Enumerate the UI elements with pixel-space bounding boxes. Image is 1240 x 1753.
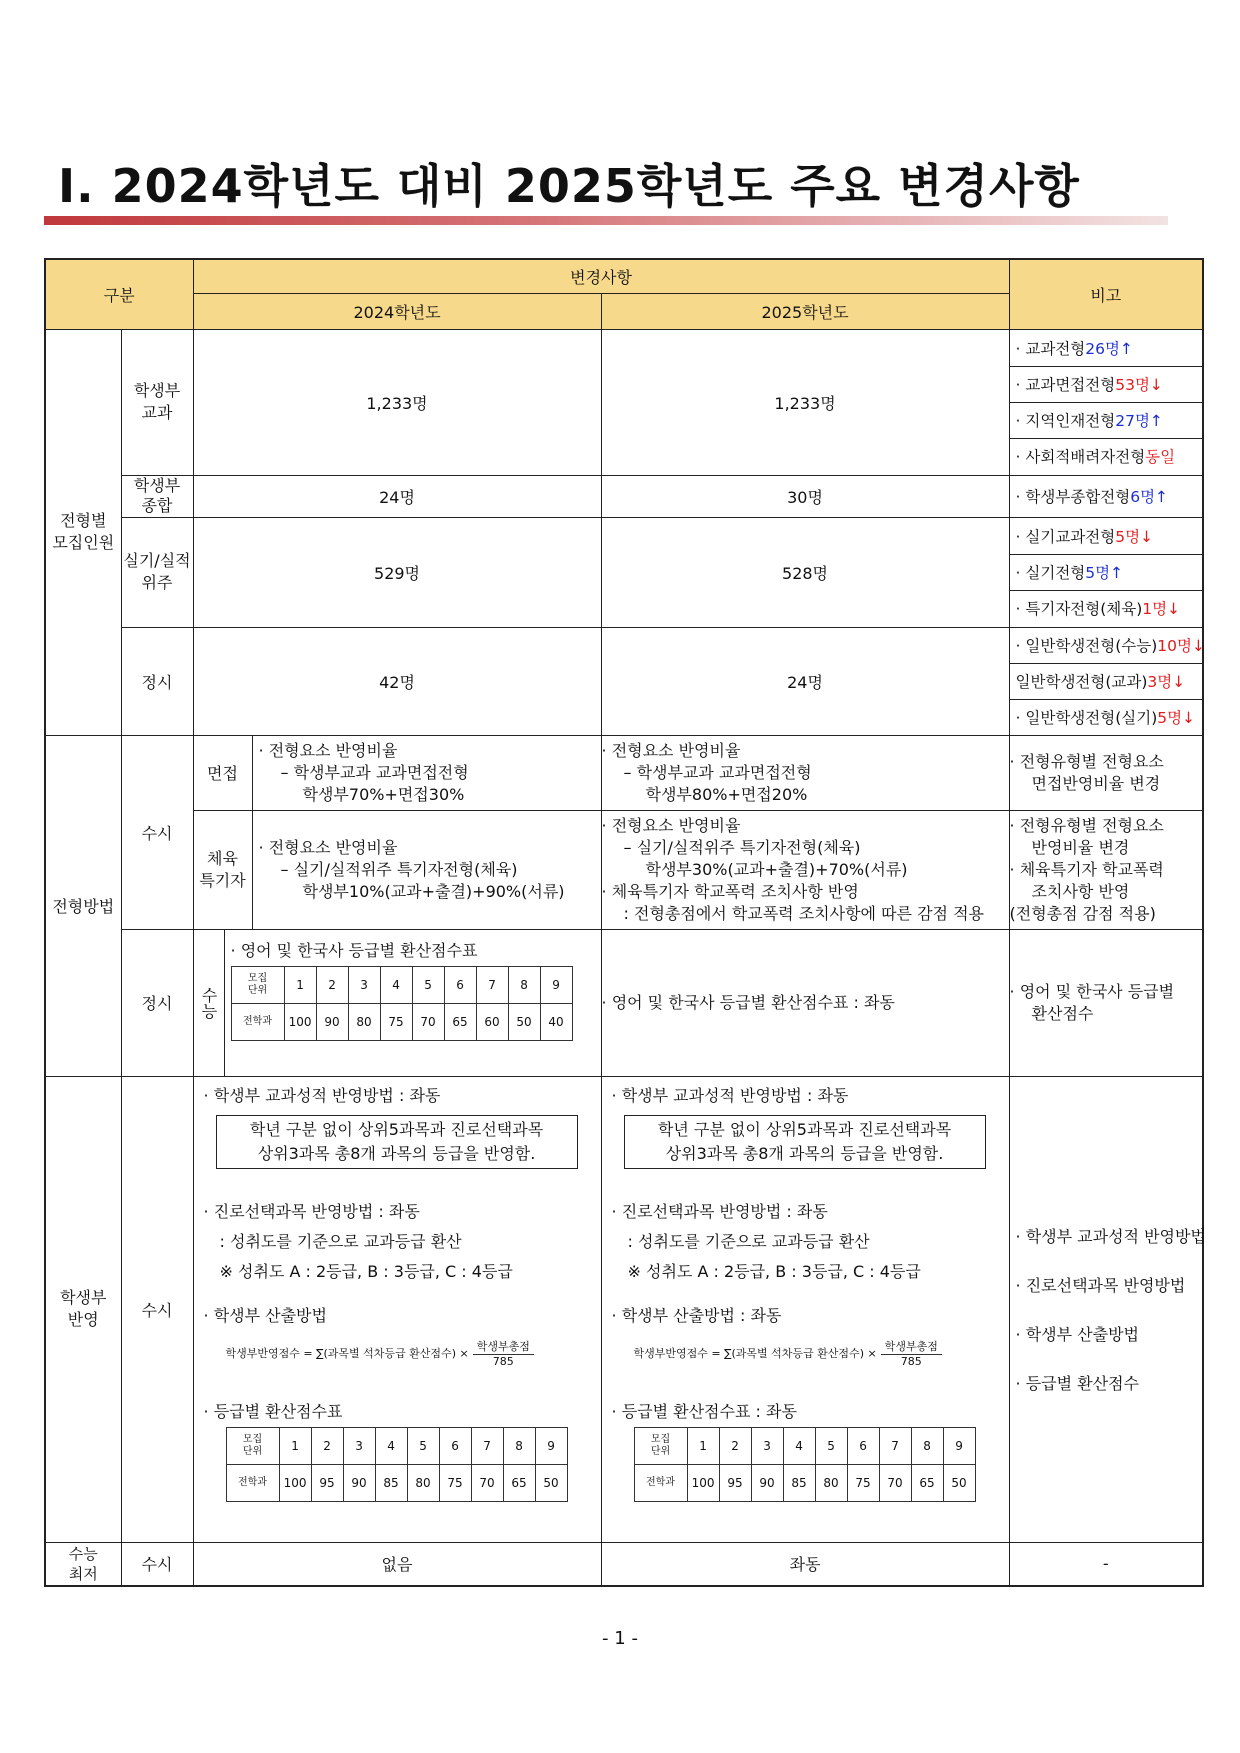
grade-label: 모집 단위: [634, 1427, 687, 1464]
record-2025: [601, 1076, 1009, 1542]
remark-change: 3명↓: [1147, 673, 1186, 691]
grade-cell: 6: [439, 1427, 471, 1464]
record-grade-table: [634, 1427, 976, 1502]
unit-label: 전학과: [634, 1464, 687, 1501]
method-susi: 수시: [121, 735, 193, 929]
remark-change: 5명↓: [1157, 709, 1196, 727]
grade-cell: 3: [348, 966, 380, 1003]
grade-label: 모집 단위: [226, 1427, 279, 1464]
recruit-2025: 30명: [601, 475, 1009, 517]
record-grade-table: [226, 1427, 568, 1502]
recruit-2025: 1,233명: [601, 329, 1009, 475]
formula-left: 학생부반영점수 = ∑(과목별 석차등급 환산점수) ×: [633, 1346, 877, 1360]
remark-change: 6명↑: [1130, 488, 1169, 506]
score-cell: 65: [911, 1464, 943, 1501]
header-changes: 변경사항: [193, 259, 1009, 293]
sports-2025: [601, 810, 1009, 929]
score-cell: 80: [348, 1003, 380, 1040]
recruit-2024: 529명: [193, 517, 601, 627]
score-cell: 75: [439, 1464, 471, 1501]
text-line: 학생부30%(교과+출결)+70%(서류): [645, 859, 908, 879]
sports-remark: [1009, 810, 1203, 929]
unit-label: 전학과: [231, 1003, 284, 1040]
remark-item: [1010, 555, 1203, 591]
grade-cell: 7: [879, 1427, 911, 1464]
grade-cell: 7: [476, 966, 508, 1003]
score-cell: 95: [719, 1464, 751, 1501]
text-line: 면접반영비율 변경: [1031, 773, 1161, 793]
record-line: · 등급별 환산점수표: [203, 1401, 343, 1421]
remark-item: [1010, 367, 1203, 403]
text-line: (전형총점 감점 적용): [1009, 903, 1156, 923]
grade-cell: 1: [687, 1427, 719, 1464]
method-jungsi: 정시: [121, 929, 193, 1076]
score-cell: 100: [284, 1003, 316, 1040]
page-number: - 1 -: [602, 1628, 638, 1649]
record-box: [216, 1115, 578, 1169]
text-line: · 영어 및 한국사 등급별: [1009, 981, 1175, 1001]
formula-numerator: 학생부총점: [473, 1338, 534, 1355]
score-cell: 60: [476, 1003, 508, 1040]
text-line: · 전형요소 반영비율: [258, 837, 398, 857]
record-remark: · 진로선택과목 반영방법: [1015, 1276, 1186, 1295]
text-line: – 실기/실적위주 특기자전형(체육): [623, 837, 861, 857]
remark-item: [1010, 664, 1203, 700]
remark-change: 26명↑: [1085, 340, 1133, 358]
grade-cell: 3: [751, 1427, 783, 1464]
jungsi-remark: [1009, 929, 1203, 1076]
grade-cell: 9: [535, 1427, 567, 1464]
score-cell: 50: [943, 1464, 975, 1501]
text-line: 환산점수: [1031, 1003, 1094, 1023]
recruit-remarks: [1009, 475, 1203, 517]
score-cell: 80: [815, 1464, 847, 1501]
recruit-sub: 정시: [121, 627, 193, 735]
score-cell: 50: [508, 1003, 540, 1040]
grade-label: 모집 단위: [231, 966, 284, 1003]
remark-text: 일반학생전형(교과): [1015, 673, 1148, 691]
recruit-remarks: [1009, 627, 1203, 735]
record-label: 학생부 반영: [45, 1076, 121, 1542]
formula-denominator: 785: [492, 1354, 514, 1368]
recruit-2025: 24명: [601, 627, 1009, 735]
remark-change: 10명↓: [1157, 637, 1205, 655]
record-line: : 성취도를 기준으로 교과등급 환산: [627, 1231, 870, 1251]
formula-fraction: [881, 1338, 942, 1368]
text-line: 학생부70%+면접30%: [302, 784, 465, 804]
grade-cell: 6: [847, 1427, 879, 1464]
recruit-2024: 24명: [193, 475, 601, 517]
record-line: · 학생부 교과성적 반영방법 : 좌동: [611, 1085, 849, 1105]
recruit-2024: 42명: [193, 627, 601, 735]
score-cell: 65: [444, 1003, 476, 1040]
grade-cell: 5: [815, 1427, 847, 1464]
remark-change: 27명↑: [1115, 412, 1163, 430]
record-remarks: [1009, 1076, 1206, 1542]
recruit-sub: 학생부 종합: [121, 475, 193, 517]
remark-text: · 지역인재전형: [1015, 412, 1116, 430]
grade-cell: 4: [375, 1427, 407, 1464]
recruit-sub: 학생부 교과: [121, 329, 193, 475]
suneung-label: [194, 930, 225, 1076]
title-underline: [44, 216, 1168, 225]
text-line: – 학생부교과 교과면접전형: [280, 762, 469, 782]
remark-item: [1010, 331, 1203, 367]
score-cell: 50: [535, 1464, 567, 1501]
text-line: : 전형총점에서 학교폭력 조치사항에 따른 감점 적용: [623, 903, 984, 923]
sports-2024: [253, 811, 571, 929]
score-cell: 90: [343, 1464, 375, 1501]
record-line: · 진로선택과목 반영방법 : 좌동: [203, 1201, 420, 1221]
header-2025: 2025학년도: [601, 293, 1009, 329]
recruit-label: 전형별 모집인원: [45, 329, 121, 735]
record-line: · 학생부 산출방법 : 좌동: [611, 1305, 782, 1325]
record-line: · 등급별 환산점수표 : 좌동: [611, 1401, 797, 1421]
remark-text: · 실기전형: [1015, 564, 1086, 582]
record-remark: · 학생부 산출방법: [1015, 1325, 1139, 1344]
interview-2025: [601, 735, 1009, 810]
minimum-susi: 수시: [121, 1542, 193, 1586]
record-susi: 수시: [121, 1076, 193, 1542]
grade-cell: 7: [471, 1427, 503, 1464]
jungsi-2025: · 영어 및 한국사 등급별 환산점수표 : 좌동: [601, 929, 1009, 1076]
score-cell: 90: [751, 1464, 783, 1501]
grade-cell: 2: [311, 1427, 343, 1464]
jungsi-2024-title: · 영어 및 한국사 등급별 환산점수표: [230, 940, 478, 960]
grade-cell: 2: [719, 1427, 751, 1464]
recruit-2025: 528명: [601, 517, 1009, 627]
header-2024: 2024학년도: [193, 293, 601, 329]
remark-item: [1010, 479, 1203, 514]
sports-label: 체육 특기자: [194, 811, 253, 929]
score-cell: 100: [279, 1464, 311, 1501]
recruit-sub: 실기/실적 위주: [121, 517, 193, 627]
changes-table: [44, 258, 1204, 1587]
score-cell: 100: [687, 1464, 719, 1501]
record-line: · 학생부 산출방법: [203, 1305, 327, 1325]
formula: [198, 1331, 597, 1375]
remark-text: · 교과전형: [1015, 340, 1086, 358]
minimum-label: 수능 최저: [45, 1542, 121, 1586]
grade-cell: 4: [783, 1427, 815, 1464]
text-line: – 실기/실적위주 특기자전형(체육): [280, 859, 518, 879]
remark-text: · 학생부종합전형: [1015, 488, 1131, 506]
text-line: · 체육특기자 학교폭력 조치사항 반영: [601, 881, 859, 901]
text-line: 반영비율 변경: [1031, 837, 1130, 857]
remark-text: · 일반학생전형(수능): [1015, 637, 1158, 655]
remark-text: · 실기교과전형: [1015, 528, 1116, 546]
interview-label: 면접: [194, 736, 253, 810]
score-cell: 70: [471, 1464, 503, 1501]
score-cell: 90: [316, 1003, 348, 1040]
text-line: · 전형요소 반영비율: [601, 740, 741, 760]
score-cell: 75: [380, 1003, 412, 1040]
grade-cell: 8: [911, 1427, 943, 1464]
grade-cell: 4: [380, 966, 412, 1003]
formula: [606, 1331, 1005, 1375]
interview-remark: [1009, 735, 1203, 810]
record-remark: · 학생부 교과성적 반영방법: [1015, 1227, 1206, 1246]
grade-cell: 5: [412, 966, 444, 1003]
box-line: 학년 구분 없이 상위5과목과 진로선택과목: [249, 1119, 544, 1139]
remark-text: · 사회적배려자전형: [1015, 448, 1146, 466]
remark-change: 5명↓: [1115, 528, 1154, 546]
score-cell: 80: [407, 1464, 439, 1501]
score-cell: 85: [375, 1464, 407, 1501]
remark-change: 동일: [1145, 448, 1176, 466]
text-line: · 전형요소 반영비율: [601, 815, 741, 835]
record-line: : 성취도를 기준으로 교과등급 환산: [219, 1231, 462, 1251]
remark-item: [1010, 591, 1203, 626]
remark-text: · 일반학생전형(실기): [1015, 709, 1158, 727]
recruit-2024: 1,233명: [193, 329, 601, 475]
remark-item: [1010, 439, 1203, 474]
formula-denominator: 785: [900, 1354, 922, 1368]
text-line: · 전형요소 반영비율: [258, 740, 398, 760]
minimum-2024: 없음: [193, 1542, 601, 1586]
grade-cell: 8: [508, 966, 540, 1003]
grade-cell: 1: [279, 1427, 311, 1464]
grade-cell: 9: [540, 966, 572, 1003]
record-line: · 학생부 교과성적 반영방법 : 좌동: [203, 1085, 441, 1105]
remark-change: 1명↓: [1142, 600, 1181, 618]
box-line: 상위3과목 총8개 과목의 등급을 반영함.: [257, 1143, 536, 1163]
box-line: 상위3과목 총8개 과목의 등급을 반영함.: [665, 1143, 944, 1163]
grade-cell: 5: [407, 1427, 439, 1464]
remark-item: [1010, 519, 1203, 555]
grade-cell: 2: [316, 966, 348, 1003]
record-box: [624, 1115, 986, 1169]
text-line: – 학생부교과 교과면접전형: [623, 762, 812, 782]
record-line: · 진로선택과목 반영방법 : 좌동: [611, 1201, 828, 1221]
remark-text: · 특기자전형(체육): [1015, 600, 1143, 618]
suneung-text: 수능: [199, 986, 219, 1019]
box-line: 학년 구분 없이 상위5과목과 진로선택과목: [657, 1119, 952, 1139]
formula-left: 학생부반영점수 = ∑(과목별 석차등급 환산점수) ×: [225, 1346, 469, 1360]
score-cell: 70: [412, 1003, 444, 1040]
grade-cell: 1: [284, 966, 316, 1003]
formula-fraction: [473, 1338, 534, 1368]
score-cell: 70: [879, 1464, 911, 1501]
remark-item: [1010, 700, 1203, 735]
unit-label: 전학과: [226, 1464, 279, 1501]
record-remark: · 등급별 환산점수: [1015, 1374, 1139, 1393]
page-title: Ⅰ. 2024학년도 대비 2025학년도 주요 변경사항: [58, 159, 1080, 213]
minimum-2025: 좌동: [601, 1542, 1009, 1586]
score-cell: 85: [783, 1464, 815, 1501]
text-line: 학생부10%(교과+출결)+90%(서류): [302, 881, 565, 901]
remark-change: 5명↑: [1085, 564, 1124, 582]
grade-cell: 3: [343, 1427, 375, 1464]
score-cell: 65: [503, 1464, 535, 1501]
remark-item: [1010, 628, 1203, 664]
remark-item: [1010, 403, 1203, 439]
text-line: · 전형유형별 전형요소: [1009, 815, 1164, 835]
record-line: ※ 성취도 A : 2등급, B : 3등급, C : 4등급: [627, 1261, 921, 1281]
interview-2024: [253, 736, 475, 810]
grade-cell: 8: [503, 1427, 535, 1464]
recruit-remarks: [1009, 329, 1203, 475]
record-2024: [193, 1076, 601, 1542]
text-line: 조치사항 반영: [1031, 881, 1130, 901]
jungsi-grade-table: [231, 966, 573, 1041]
text-line: 학생부80%+면접20%: [645, 784, 808, 804]
remark-text: · 교과면접전형: [1015, 376, 1116, 394]
grade-cell: 6: [444, 966, 476, 1003]
remark-change: 53명↓: [1115, 376, 1163, 394]
method-label: 전형방법: [45, 735, 121, 1076]
text-line: · 체육특기자 학교폭력: [1009, 859, 1164, 879]
recruit-remarks: [1009, 517, 1203, 627]
score-cell: 75: [847, 1464, 879, 1501]
score-cell: 40: [540, 1003, 572, 1040]
grade-cell: 9: [943, 1427, 975, 1464]
record-line: ※ 성취도 A : 2등급, B : 3등급, C : 4등급: [219, 1261, 513, 1281]
formula-numerator: 학생부총점: [881, 1338, 942, 1355]
text-line: · 전형유형별 전형요소: [1009, 751, 1164, 771]
score-cell: 95: [311, 1464, 343, 1501]
minimum-remark: -: [1009, 1542, 1203, 1586]
header-category: 구분: [45, 259, 193, 329]
header-remarks: 비고: [1009, 259, 1203, 329]
